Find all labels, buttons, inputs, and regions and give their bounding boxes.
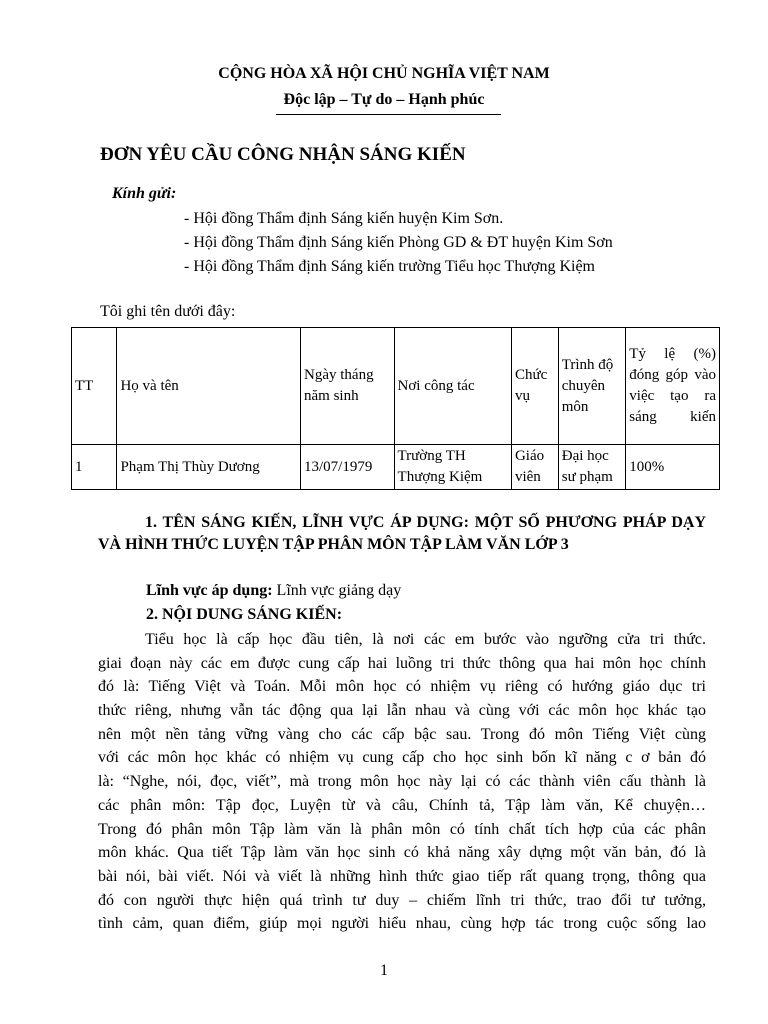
cell-contribution: 100% (626, 445, 720, 490)
field-line (146, 582, 401, 600)
cell-position: Giáo viên (511, 445, 558, 490)
cell-workplace: Trường TH Thượng Kiệm (394, 445, 511, 490)
intro-line: Tôi ghi tên dưới đây: (100, 303, 236, 320)
author-info-table (71, 327, 720, 490)
body-line: nên một nền tảng vững vàng cho các cấp bậc sau. Trong đó môn Tiếng Việt cùng (98, 725, 706, 743)
header-contribution: Tỷ lệ (%) đóng góp vào việc tạo ra sáng kiến (626, 328, 720, 445)
body-line: đó con người thực hiện quá trình tư duy – chiếm lĩnh tri thức, trao đổi tư tưởng, (98, 891, 706, 909)
cell-tt: 1 (72, 445, 117, 490)
recipient-line: - Hội đồng Thẩm định Sáng kiến Phòng GD & ĐT huyện Kim Sơn (184, 234, 613, 251)
header-position: Chức vụ (511, 328, 558, 445)
body-line: đó là: Tiếng Việt và Toán. Mỗi môn học có nhiệm vụ riêng có hướng giáo dục tri (98, 678, 706, 696)
header-workplace: Nơi công tác (394, 328, 511, 445)
header-dob (301, 328, 395, 445)
cell-dob: 13/07/1979 (301, 445, 395, 490)
cell-name: Phạm Thị Thùy Dương (117, 445, 301, 490)
body-line: các phân môn: Tập đọc, Luyện từ và câu, Chính tả, Tập làm văn, Kể chuyện… (98, 796, 706, 814)
body-line: với các môn học khác có nhiệm vụ cung cấp cho học sinh bốn kĩ năng c ơ bản đó (98, 749, 706, 767)
header-name: Họ và tên (117, 328, 301, 445)
table-header-row (72, 328, 720, 445)
section-2-body (98, 628, 706, 936)
motto: Độc lập – Tự do – Hạnh phúc (283, 91, 485, 108)
motto-underline (276, 114, 501, 115)
header-dob-text: Ngày tháng năm sinh (304, 367, 374, 404)
recipient-line: - Hội đồng Thẩm định Sáng kiến trường Tiểu học Thượng Kiệm (184, 258, 595, 275)
field-label: Lĩnh vực áp dụng: (146, 582, 273, 599)
body-line: Trong đó phân môn Tập làm văn là phân môn có tính chất tích hợp của các phân (98, 820, 706, 838)
body-line: môn khác. Qua tiết Tập làm văn học sinh có khả năng xây dựng một văn bản, đó là (98, 844, 706, 862)
section-1-heading: 1. TÊN SÁNG KIẾN, LĨNH VỰC ÁP DỤNG: MỘT SỐ PHƯƠNG PHÁP DẠY VÀ HÌNH THỨC LUYỆN TẬP PHÂN MÔN TẬP LÀM VĂN LỚP 3 (98, 514, 706, 553)
section-2-heading: 2. NỘI DUNG SÁNG KIẾN: (146, 606, 343, 623)
header-degree: Trình độ chuyên môn (558, 328, 626, 445)
page-number: 1 (380, 962, 388, 979)
salutation: Kính gửi: (112, 185, 177, 202)
national-title: CỘNG HÒA XÃ HỘI CHỦ NGHĨA VIỆT NAM (218, 65, 550, 82)
body-line: Tiểu học là cấp học đầu tiên, là nơi các em bước vào ngưỡng cửa tri thức. (145, 631, 706, 648)
body-line: là: “Nghe, nói, đọc, viết”, mà trong môn học này lại có các thành viên cấu thành là (98, 773, 706, 791)
body-line: thức riêng, nhưng vẫn tác động qua lại lẫn nhau và cùng với các môn học khác tạo (98, 702, 706, 720)
table-row (72, 445, 720, 490)
body-line: bài nói, bài viết. Nói và viết là những hình thức giao tiếp rất quang trọng, thông qua (98, 867, 706, 885)
field-value: Lĩnh vực giảng dạy (272, 582, 402, 599)
recipient-line: - Hội đồng Thẩm định Sáng kiến huyện Kim Sơn. (184, 210, 504, 227)
cell-degree: Đại học sư phạm (558, 445, 626, 490)
body-line: giai đoạn này các em được cung cấp hai luồng tri thức thông qua hai môn học chính (98, 654, 706, 672)
header-tt: TT (72, 328, 117, 445)
document-title: ĐƠN YÊU CẦU CÔNG NHẬN SÁNG KIẾN (100, 144, 466, 165)
section-1 (98, 512, 706, 556)
body-line: tình cảm, quan điểm, giúp mọi người hiểu nhau, cùng hợp tác trong cuộc sống lao (98, 915, 706, 933)
